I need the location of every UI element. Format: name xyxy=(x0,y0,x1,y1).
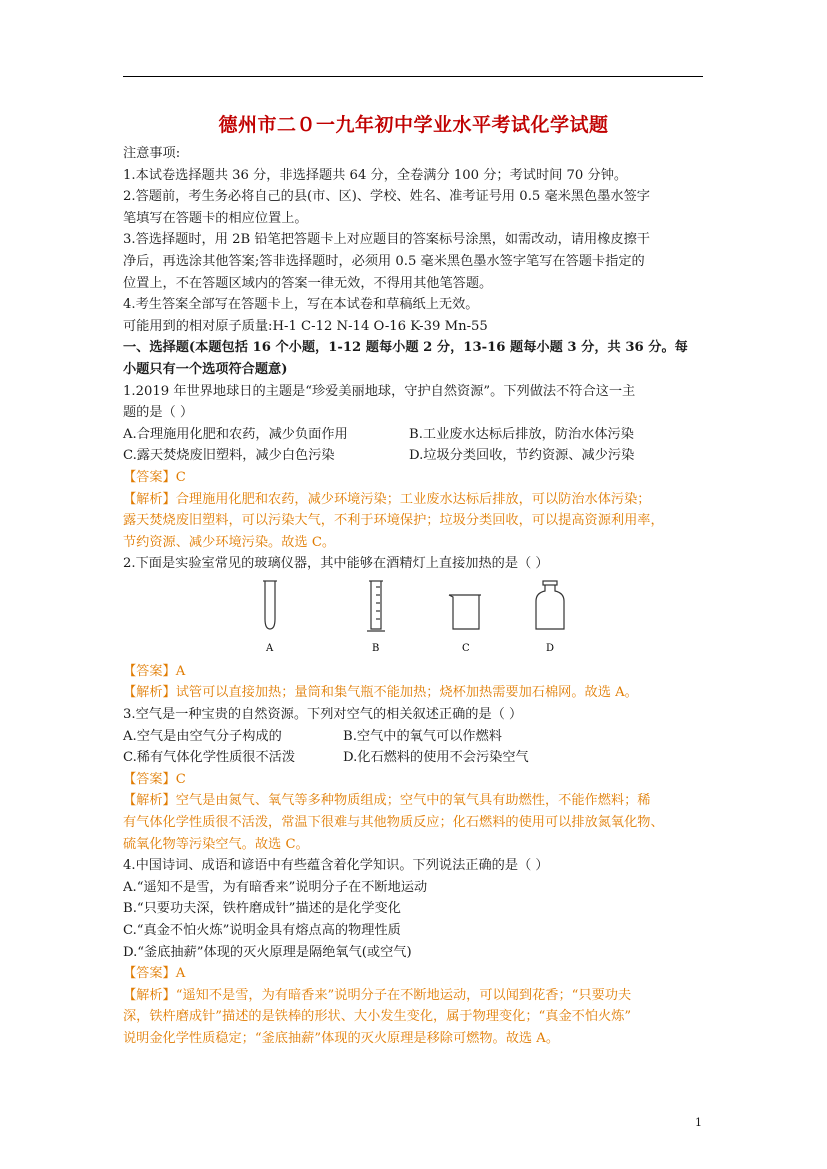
notice-line: 位置上，不在答题区域内的答案一律无效，不得用其他笔答题。 xyxy=(123,275,493,291)
option-d: D.垃圾分类回收，节约资源、减少污染 xyxy=(409,448,635,464)
notice-line: 3.答选择题时，用 2B 铅笔把答题卡上对应题目的答案标号涂黑，如需改动，请用橡皮擦干 xyxy=(123,232,650,248)
atomic-mass-line: 可能用到的相对原子质量:H-1 C-12 N-14 O-16 K-39 Mn-55 xyxy=(123,318,488,334)
question-4-analysis: 说明金化学性质稳定；“釜底抽薪”体现的灭火原理是移除可燃物。故选 A。 xyxy=(123,1030,560,1046)
question-2-analysis: 【解析】试管可以直接加热；量筒和集气瓶不能加热；烧杯加热需要加石棉网。故选 A。 xyxy=(123,685,638,701)
option-a: A.空气是由空气分子构成的 xyxy=(123,728,282,744)
question-1-analysis: 【解析】合理施用化肥和农药，减少环境污染；工业废水达标后排放，可以防治水体污染； xyxy=(123,491,651,507)
question-1-stem: 1.2019 年世界地球日的主题是“珍爱美丽地球，守护自然资源”。下列做法不符合这一主 xyxy=(123,383,636,399)
question-3-analysis: 硫氧化物等污染空气。故选 C。 xyxy=(123,836,309,852)
question-4-analysis: 【解析】“遥知不是雪，为有暗香来”说明分子在不断地运动，可以闻到花香；“只要功夫 xyxy=(123,987,632,1003)
question-3-analysis: 有气体化学性质很不活泼，常温下很难与其他物质反应；化石燃料的使用可以排放氮氧化物、 xyxy=(123,815,664,831)
glassware-illustration xyxy=(253,575,573,661)
question-1-options-row xyxy=(123,445,705,467)
question-2-answer: 【答案】A xyxy=(123,663,186,679)
question-4-analysis: 深，铁杵磨成针”描述的是铁棒的形状、大小发生变化，属于物理变化；“真金不怕火炼” xyxy=(123,1009,632,1025)
option-c: C.稀有气体化学性质很不活泼 xyxy=(123,750,296,766)
notice-heading: 注意事项: xyxy=(123,146,181,161)
section-heading: 一、选择题(本题包括 16 个小题，1-12 题每小题 2 分，13-16 题每小题 3 分，共 36 分。每 xyxy=(123,340,688,356)
option-d: D.化石燃料的使用不会污染空气 xyxy=(343,750,529,766)
notice-line: 净后，再选涂其他答案;答非选择题时，必须用 0.5 毫米黑色墨水签字笔写在答题卡指定的 xyxy=(123,253,645,269)
option-d: D.“釜底抽薪”体现的灭火原理是隔绝氧气(或空气) xyxy=(123,944,412,960)
question-3-answer: 【答案】C xyxy=(123,771,186,787)
document-body xyxy=(123,143,705,1050)
question-1-analysis: 露天焚烧废旧塑料，可以污染大气，不利于环境保护；垃圾分类回收，可以提高资源利用率， xyxy=(123,513,664,529)
question-3-options-row xyxy=(123,747,705,769)
figure-label-a: A xyxy=(266,642,274,654)
option-c: C.“真金不怕火炼”说明金具有熔点高的物理性质 xyxy=(123,923,401,938)
option-b: B.工业废水达标后排放，防治水体污染 xyxy=(409,426,634,442)
option-a: A.“遥知不是雪，为有暗香来”说明分子在不断地运动 xyxy=(123,879,428,895)
section-heading: 小题只有一个选项符合题意) xyxy=(123,361,288,377)
glassware-figure xyxy=(123,575,705,661)
figure-label-c: C xyxy=(462,642,470,654)
graduated-cylinder-icon xyxy=(367,581,385,631)
question-1-answer: 【答案】C xyxy=(123,469,186,485)
figure-label-b: B xyxy=(372,642,380,654)
page-title: 德州市二０一九年初中学业水平考试化学试题 xyxy=(218,114,609,136)
beaker-icon xyxy=(449,595,481,629)
notice-line: 4.考生答案全部写在答题卡上，写在本试卷和草稿纸上无效。 xyxy=(123,297,479,313)
question-3-analysis: 【解析】空气是由氮气、氧气等多种物质组成；空气中的氧气具有助燃性，不能作燃料；稀 xyxy=(123,793,651,809)
notice-line: 1.本试卷选择题共 36 分，非选择题共 64 分，全卷满分 100 分；考试时间 70 分钟。 xyxy=(123,167,628,183)
option-b: B.空气中的氧气可以作燃料 xyxy=(343,728,502,744)
option-a: A.合理施用化肥和农药，减少负面作用 xyxy=(123,426,348,442)
option-c: C.露天焚烧废旧塑料，减少白色污染 xyxy=(123,448,335,464)
question-1-analysis: 节约资源、减少环境污染。故选 C。 xyxy=(123,534,336,550)
notice-line: 2.答题前，考生务必将自己的县(市、区)、学校、姓名、准考证号用 0.5 毫米黑色墨水签字 xyxy=(123,189,650,205)
question-2-stem: 2.下面是实验室常见的玻璃仪器，其中能够在酒精灯上直接加热的是（ ） xyxy=(123,556,549,572)
question-4-stem: 4.中国诗词、成语和谚语中有些蕴含着化学知识。下列说法正确的是（ ） xyxy=(123,858,549,874)
option-b: B.“只要功夫深，铁杵磨成针”描述的是化学变化 xyxy=(123,901,401,917)
test-tube-icon xyxy=(263,581,277,629)
notice-line: 笔填写在答题卡的相应位置上。 xyxy=(123,210,308,226)
question-3-stem: 3.空气是一种宝贵的自然资源。下列对空气的相关叙述正确的是（ ） xyxy=(123,707,523,723)
question-3-options-row xyxy=(123,726,705,748)
question-1-options-row xyxy=(123,424,705,446)
gas-bottle-icon xyxy=(536,581,564,629)
question-4-answer: 【答案】A xyxy=(123,966,186,982)
page-number: 1 xyxy=(695,1116,702,1129)
question-1-stem: 题的是（ ） xyxy=(123,405,194,421)
header-rule xyxy=(123,76,703,77)
figure-label-d: D xyxy=(546,642,555,654)
